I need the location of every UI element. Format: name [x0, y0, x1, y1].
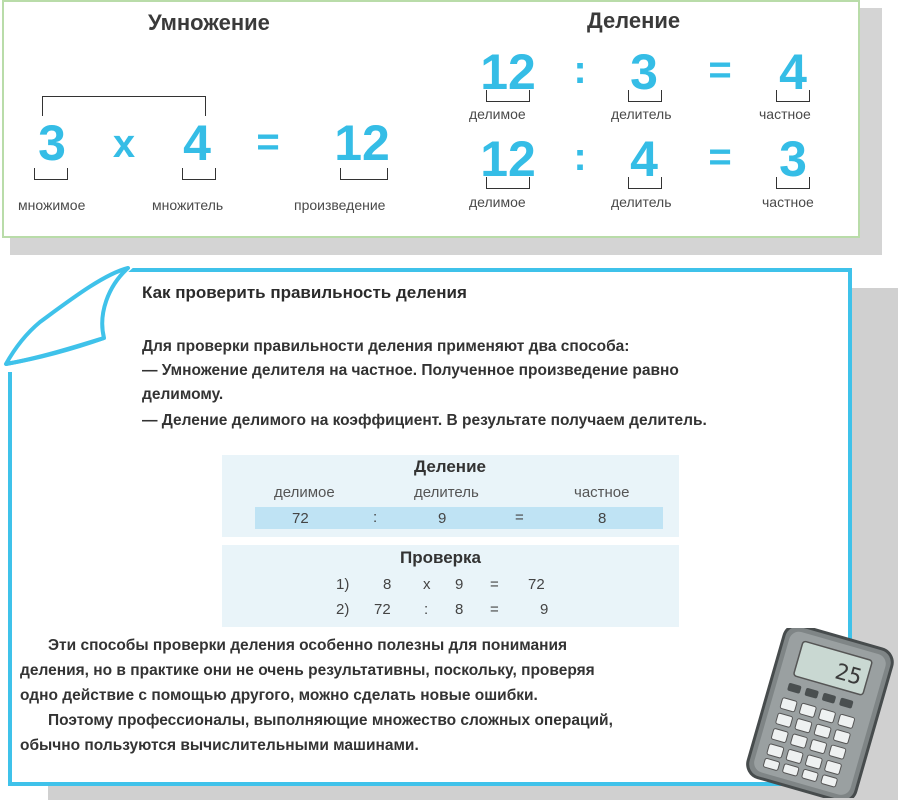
closing-line-5: обычно пользуются вычислительными машинами.	[20, 737, 419, 754]
dividend-bracket	[486, 90, 530, 102]
method-one-line-2: делимому.	[142, 386, 224, 403]
method-one-line-1: — Умножение делителя на частное. Полученное произведение равно	[142, 362, 679, 379]
multiply-sign: x	[112, 122, 136, 166]
equals-sign: =	[708, 135, 732, 179]
multiplicand-label: множимое	[18, 197, 86, 213]
dividend-number: 12	[480, 131, 536, 187]
divisor-number: 3	[630, 44, 658, 100]
box-title: Как проверить правильность деления	[142, 283, 467, 302]
divisor-label: делитель	[611, 106, 672, 122]
dividend-label: делимое	[469, 194, 526, 210]
dividend-number: 12	[480, 44, 536, 100]
multiply-sign: x	[423, 576, 431, 593]
quotient-header: частное	[574, 484, 630, 501]
multiplicand-number: 3	[38, 115, 66, 171]
divisor-number: 4	[630, 131, 658, 187]
divisor-bracket	[628, 90, 662, 102]
check-result: 9	[540, 601, 549, 618]
intro-text: Для проверки правильности деления применяют два способа:	[142, 338, 630, 355]
dividend-header: делимое	[274, 484, 335, 501]
dividend-value: 72	[292, 510, 309, 527]
multiplier-number: 4	[183, 115, 211, 171]
division-colon: :	[373, 509, 378, 526]
product-label: произведение	[294, 197, 386, 213]
divisor-label: делитель	[611, 194, 672, 210]
quotient-number: 4	[779, 44, 807, 100]
page-curl-icon	[0, 262, 135, 377]
equals-sign: =	[708, 48, 732, 92]
divisor-bracket	[628, 177, 662, 189]
quotient-bracket	[776, 90, 810, 102]
divisor-value: 9	[438, 510, 447, 527]
calculator-display: 25	[832, 659, 865, 691]
operations-panel	[2, 0, 860, 238]
multiplier-label: множитель	[152, 197, 224, 213]
check-result: 72	[528, 576, 545, 593]
dividend-label: делимое	[469, 106, 526, 122]
quotient-bracket	[776, 177, 810, 189]
product-bracket	[340, 168, 388, 180]
calculator-icon	[738, 628, 900, 798]
equals-sign: =	[490, 601, 499, 618]
multiplicand-bracket	[34, 168, 68, 180]
closing-line-4: Поэтому профессионалы, выполняющие множество сложных операций,	[48, 712, 613, 729]
equals-sign: =	[490, 576, 499, 593]
check-operand: 9	[455, 576, 464, 593]
quotient-value: 8	[598, 510, 607, 527]
closing-line-1: Эти способы проверки деления особенно полезны для понимания	[48, 637, 568, 654]
factors-bracket	[42, 96, 206, 116]
check-operand: 72	[374, 601, 391, 618]
multiplier-bracket	[182, 168, 216, 180]
dividend-bracket	[486, 177, 530, 189]
equals-sign: =	[515, 509, 524, 526]
multiplication-heading: Умножение	[148, 10, 270, 35]
closing-line-2: деления, но в практике они не очень результативны, поскольку, проверяя	[20, 662, 595, 679]
quotient-number: 3	[779, 131, 807, 187]
check-row-number: 1)	[336, 576, 350, 593]
check-operand: 8	[383, 576, 392, 593]
closing-line-3: одно действие с помощью другого, можно сделать новые ошибки.	[20, 687, 538, 704]
equals-sign: =	[256, 120, 280, 164]
check-operand: 8	[455, 601, 464, 618]
method-two-text: — Деление делимого на коэффициент. В результате получаем делитель.	[142, 412, 707, 429]
division-colon: :	[424, 601, 429, 618]
divisor-header: делитель	[414, 484, 479, 501]
division-heading: Деление	[587, 8, 681, 33]
product-number: 12	[334, 115, 390, 171]
division-table-title: Деление	[414, 457, 486, 476]
quotient-label: частное	[759, 106, 811, 122]
quotient-label: частное	[762, 194, 814, 210]
check-table-title: Проверка	[400, 548, 482, 567]
check-row-number: 2)	[336, 601, 350, 618]
division-colon: :	[573, 135, 587, 179]
division-colon: :	[573, 48, 587, 92]
